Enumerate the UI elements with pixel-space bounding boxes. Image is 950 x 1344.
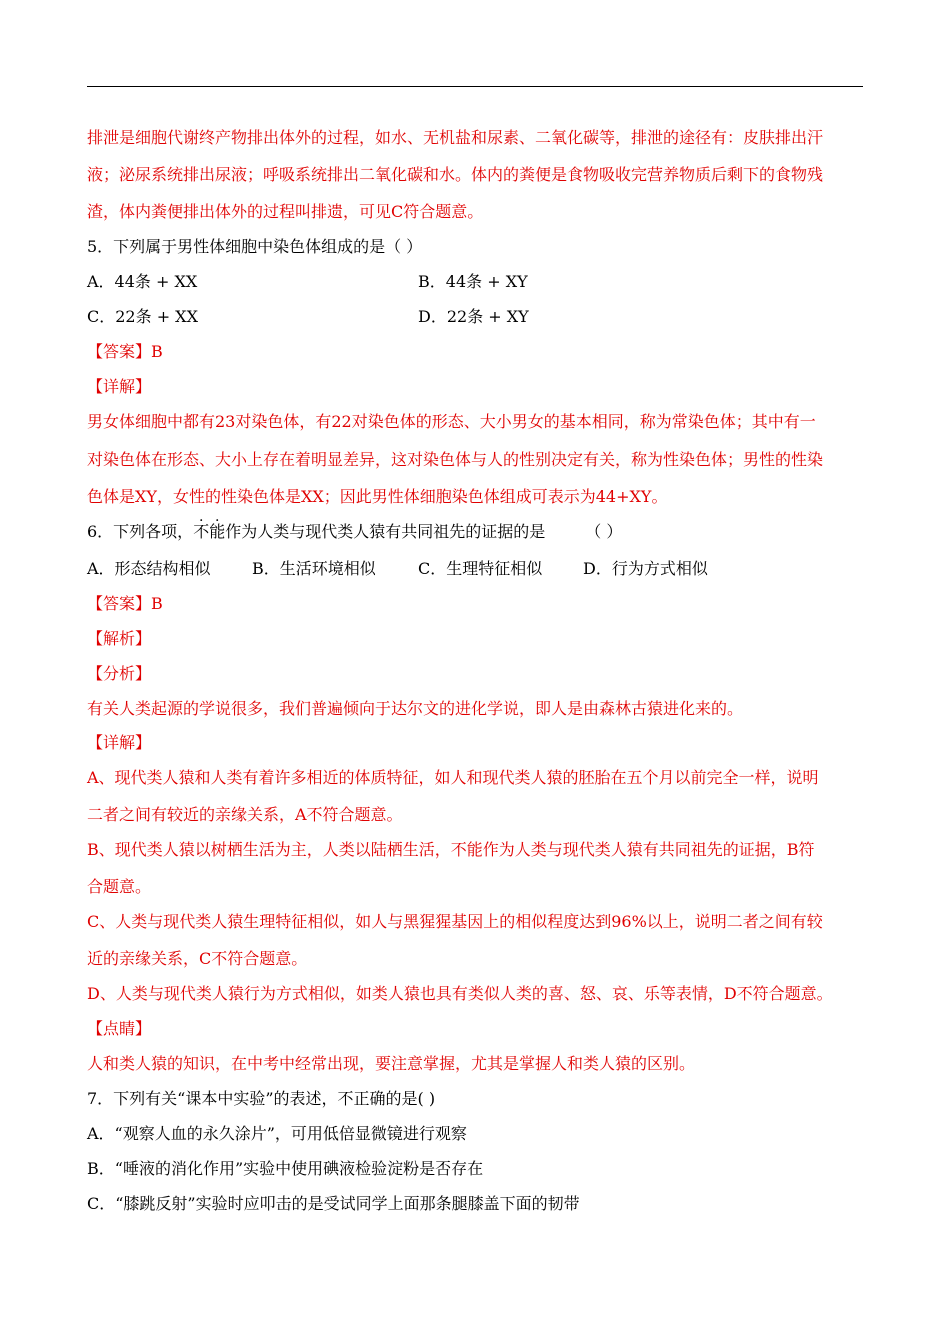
q6-detail-line-4: 合题意。	[87, 877, 152, 896]
q6-option-b[interactable]: B．生活环境相似	[252, 559, 376, 578]
q6-stem	[87, 522, 622, 542]
q6-option-c[interactable]: C．生理特征相似	[418, 559, 543, 578]
q6-detail-line-2: 二者之间有较近的亲缘关系，A不符合题意。	[87, 805, 403, 824]
intro-line-1: 排泄是细胞代谢终产物排出体外的过程，如水、无机盐和尿素、二氧化碳等，排泄的途径有：皮肤排出汗	[87, 128, 824, 147]
q7-stem: 7．下列有关“课本中实验”的表述，不正确的是( )	[87, 1089, 436, 1108]
q5-options-row-2	[87, 307, 863, 327]
q6-option-d[interactable]: D．行为方式相似	[583, 559, 708, 578]
q6-tip-line: 人和类人猿的知识，在中考中经常出现，要注意掌握，尤其是掌握人和类人猿的区别。	[87, 1054, 696, 1073]
q7-option-a[interactable]: A．“观察人血的永久涂片”，可用低倍显微镜进行观察	[87, 1124, 467, 1143]
q6-stem-emphasis-2: 能	[209, 522, 226, 541]
q7-option-c[interactable]: C．“膝跳反射”实验时应叩击的是受试同学上面那条腿膝盖下面的韧带	[87, 1194, 580, 1213]
q6-detail-line-1: A、现代类人猿和人类有着许多相近的体质特征，如人和现代类人猿的胚胎在五个月以前完全一样，说明	[87, 768, 819, 787]
q5-options-row-1	[87, 272, 863, 292]
q6-detail-line-5: C、人类与现代类人猿生理特征相似，如人与黑猩猩基因上的相似程度达到96%以上，说明二者之间有较	[87, 912, 823, 931]
q6-analysis-heading: 【解析】	[87, 629, 152, 648]
q5-option-d[interactable]: D．22条 + XY	[418, 307, 529, 326]
q6-detail-line-7: D、人类与现代类人猿行为方式相似，如类人猿也具有类似人类的喜、怒、哀、乐等表情，D不符合题意。	[87, 984, 833, 1003]
header-rule	[87, 86, 863, 87]
q5-option-b[interactable]: B．44条 + XY	[418, 272, 528, 291]
q6-answer: 【答案】B	[87, 594, 163, 613]
q5-detail-line-1: 男女体细胞中都有23对染色体，有22对染色体的形态、大小男女的基本相同，称为常染色体；其中有一	[87, 412, 816, 431]
q6-analysis-subheading: 【分析】	[87, 664, 152, 683]
intro-line-2: 液；泌尿系统排出尿液；呼吸系统排出二氧化碳和水。体内的粪便是食物吸收完营养物质后剩下的食物残	[87, 165, 824, 184]
q6-tip-heading: 【点睛】	[87, 1019, 152, 1038]
q5-answer: 【答案】B	[87, 342, 163, 361]
q5-stem: 5．下列属于男性体细胞中染色体组成的是（ ）	[87, 237, 423, 256]
q5-option-a[interactable]: A．44条 + XX	[87, 272, 198, 291]
q5-detail-line-2: 对染色体在形态、大小上存在着明显差异，这对染色体与人的性别决定有关，称为性染色体；男性的性染	[87, 450, 824, 469]
q6-option-a[interactable]: A．形态结构相似	[87, 559, 211, 578]
q6-stem-prefix: 6．下列各项，	[87, 522, 194, 541]
q6-stem-emphasis-1: 不	[193, 522, 210, 541]
q7-option-b[interactable]: B．“唾液的消化作用”实验中使用碘液检验淀粉是否存在	[87, 1159, 484, 1178]
intro-line-3: 渣，体内粪便排出体外的过程叫排遗，可见C符合题意。	[87, 202, 484, 221]
q6-analysis-line: 有关人类起源的学说很多，我们普遍倾向于达尔文的进化学说，即人是由森林古猿进化来的。	[87, 699, 744, 718]
q5-detail-line-3: 色体是XY，女性的性染色体是XX；因此男性体细胞染色体组成可表示为44+XY。	[87, 487, 668, 506]
q5-option-c[interactable]: C．22条 + XX	[87, 307, 198, 326]
q6-stem-paren: （ ）	[585, 522, 623, 541]
q6-detail-line-6: 近的亲缘关系，C不符合题意。	[87, 949, 308, 968]
q6-stem-suffix: 作为人类与现代类人猿有共同祖先的证据的是	[225, 522, 546, 541]
q6-detail-heading: 【详解】	[87, 733, 152, 752]
q6-detail-line-3: B、现代类人猿以树栖生活为主，人类以陆栖生活，不能作为人类与现代类人猿有共同祖先的证据，B符	[87, 840, 815, 859]
q5-detail-heading: 【详解】	[87, 377, 152, 396]
